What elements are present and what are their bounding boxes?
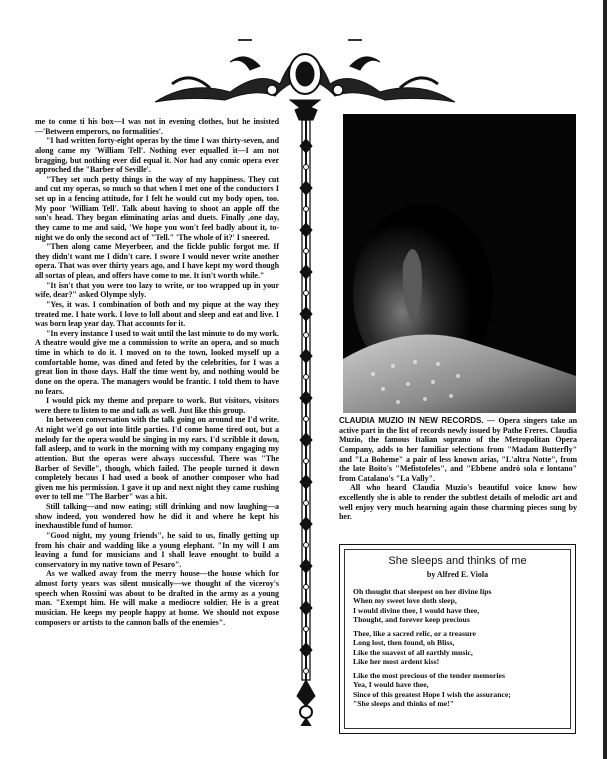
- divider-ring: [304, 207, 309, 212]
- article-paragraph: I would pick my theme and prepare to work. But visitors, visitors were there to listen to me and talk as well. Just like this group.: [35, 396, 279, 415]
- claudia-muzio-photo: [343, 114, 576, 413]
- article-paragraph: "Good night, my young friends", he said to us, finally getting up from his chair and wadding like a young elephant. "In my will I am leaving a fund for musicians and I shall leave enought to build a conservatory in my native town of Pesaro".: [35, 530, 279, 569]
- poem-stanza: [353, 587, 569, 625]
- article-paragraph: As we walked away from the merry house—the house which for almost forty years was silent musically—we thought of the viceroy's speech when Rossini was about to be drafted in the army as a young man. "Exempt him. He will make a mediocre soldier. He is a great musician. He keeps my people happy at home. We should not expose composers or artists to the cannon balls of the enemies".: [35, 569, 279, 627]
- poem-line: Like the suavest of all earthly music,: [353, 647, 473, 657]
- photo-caption: [339, 416, 577, 483]
- header-ornament: [150, 40, 460, 116]
- article-paragraph: Still talking—and now eating; still drinking and now laughing—a show indeed, you wondered how he did it and where he kept his inexhaustible fund of humor.: [35, 502, 279, 531]
- divider-ring: [304, 375, 309, 380]
- poem-line: "She sleeps and thinks of me!": [353, 699, 455, 709]
- ornamental-column-divider: [293, 106, 319, 726]
- scan-edge: [603, 0, 607, 759]
- caption-paragraph: All who heard Claudia Muzio's beautiful voice know how excellently she is able to render the subtlest details of melodic art and well enjoy very much hearning again those charming pieces sung by her.: [339, 483, 577, 522]
- poem-stanza: [353, 629, 569, 667]
- article-paragraph: "It isn't that you were too lazy to write, or too wrapped up in your wife, dear?" asked Olympe slyly.: [35, 280, 279, 300]
- divider-ring: [304, 501, 309, 506]
- poem-line: Long lost, then found, oh Bliss,: [353, 638, 455, 648]
- poem-line: Yea, I would have thee,: [353, 680, 429, 690]
- poem-line: Thought, and forever keep precious: [353, 615, 470, 625]
- article-paragraph: "They set such petty things in the way of my happiness. They cut and cut my operas, so much so that when I met one of the conductors I set up in a fencing attitude, for I felt he would cut my body open, too. My poor 'William Tell'. Talk about having to shoot an apple off the son's head. They began eliminating arias and duets. Finally ,one day, they came to me and said, 'We hope you won't feel badly about it, to-night we do only the second act of "Tell." 'The whole of it?' I sneered.: [35, 174, 279, 242]
- poem-box: [339, 544, 576, 734]
- divider-ring: [304, 627, 309, 632]
- poem-line: Since of this greatest Hope I wish the assurance;: [353, 689, 511, 699]
- poem-author: by Alfred E. Viola: [426, 570, 489, 579]
- divider-ring: [304, 459, 309, 464]
- divider-ring: [304, 291, 309, 296]
- caption-heading: CLAUDIA MUZIO IN NEW RECORDS.: [339, 416, 484, 425]
- divider-ring: [304, 249, 309, 254]
- divider-ring: [304, 585, 309, 590]
- poem-line: When my sweet love doth sleep,: [353, 596, 457, 606]
- caption-column: [339, 416, 577, 522]
- divider-ring: [304, 669, 309, 674]
- divider-ring: [304, 417, 309, 422]
- article-left-column: [35, 117, 279, 737]
- article-paragraph: me to come ti his box—I was not in evening clothes, but he insisted—'Between emperors, no formalities'.: [35, 117, 279, 136]
- poem-title: She sleeps and thinks of me: [388, 555, 527, 567]
- poem-line: Oh thought that sleepest on her divine lips: [353, 587, 492, 596]
- poem-line: Thee, like a sacred relic, or a treasure: [353, 629, 476, 638]
- caption-text: — Opera singers take an active part in the list of records newly issued by Pathe Freres. Claudia Muzio, the famous Italian soprano of the Metropolitan Opera Company, adds to her familiar selections from "Madam Butterfly" and "La Boheme" a pair of less known arias, "L'altra Notte", from the late Boito's "Mefistofeles", and "Ebbene andrò sola e lontano" from Catalano's "La Vally".: [339, 416, 577, 483]
- article-paragraph: "Then along came Meyerbeer, and the fickle public forgot me. If they didn't want me I didn't care. I swore I would never write another opera. That was over thirty years ago, and I have kept my word though all sortas of pleas, and offers have come to me. It isn't worth while.": [35, 242, 279, 280]
- divider-ring: [304, 543, 309, 548]
- poem-stanza: [353, 671, 569, 709]
- article-paragraph: "I had written forty-eight operas by the time I was thirty-seven, and along came my 'William Tell'. Nothing ever equalled it—I am not bragging, but nothing ever did equal it. Nor had any comic opera ever approched the "Barber of Seville'.: [35, 136, 279, 175]
- article-paragraph: "In every instance I used to wait until the last minute to do my work. A theatre would give me a commission to write an opera, and so much time in which to do it. I moved on to the town, looked myself up a comfortable home, was dined and feted by the celebrities, for I was a great lion in those days. Half the time went by, and nothing would be done on the opera. The managers would be frantic. I told them to have no fears.: [35, 328, 279, 396]
- poem-line: Like her most ardent kiss!: [353, 657, 440, 667]
- divider-ring: [304, 165, 309, 170]
- article-paragraph: "Yes, it was. I combination of both and my pique at the way they treated me. I hate work. I love to loll about and sleep and eat and live. I was born leap year day. That accounts for it.: [35, 299, 279, 329]
- poem-line: I would divine thee, I would have thee,: [353, 605, 480, 615]
- article-paragraph: In between conversation with the talk going on around me I'd write. At night we'd go out into little parties. I'd come home tired out, but a melody for the opera would be singing in my ears. I'd scribble it down, fall asleep, and to work in the morning with my company engaging my attention. But the operas were always successful. There was "The Barber of Seville", though, which failed. The people turned it down completely becaus I had used a book of another composer who had given me his permission. I gave it up and next night they came rushing over to tell me "The Barber" was a hit.: [35, 415, 279, 502]
- divider-ring: [304, 333, 309, 338]
- poem-line: Like the most precious of the tender memories: [353, 671, 505, 680]
